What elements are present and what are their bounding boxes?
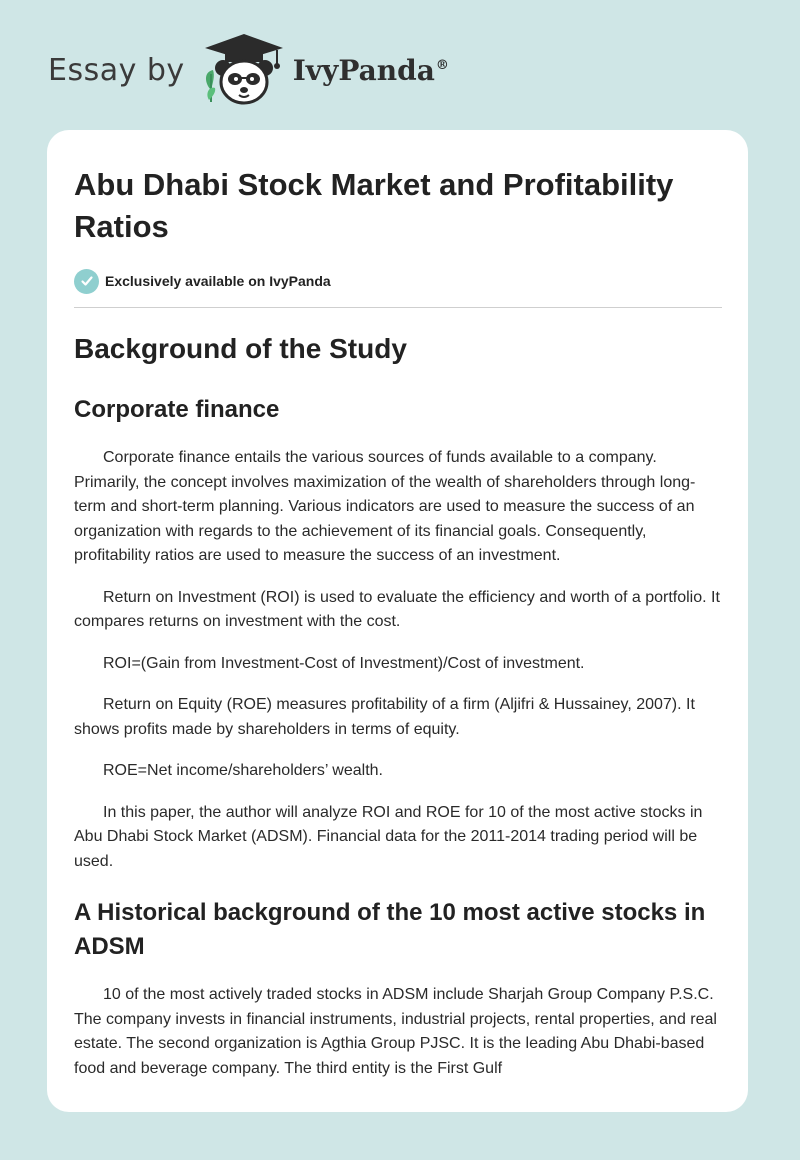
essay-card [47,130,748,1112]
brand-prefix: Essay by [48,52,185,88]
site-brand[interactable] [48,30,449,110]
panda-logo-icon [199,30,289,110]
section-heading: Background of the Study [74,333,407,364]
paragraph: Corporate finance entails the various sources of funds available to a company. Primarily, the concept involves maximization of the wealth of shareholders through long-term and short-term planning. Various indicators are used to measure the success of an organization with regards to the achievement of its financial goals. Consequently, profitability ratios are used to measure the success of an investment. [74,449,696,564]
subsection-heading: Corporate finance [74,396,280,423]
paragraph: In this paper, the author will analyze ROI and ROE for 10 of the most active stocks in Abu Dhabi Stock Market (ADSM). Financial data for the 2011-2014 trading period will be used. [74,803,703,870]
exclusive-label: Exclusively available on IvyPanda [105,273,331,289]
exclusive-badge [74,268,722,294]
formula-paragraph: ROI=(Gain from Investment-Cost of Investment)/Cost of investment. [103,654,585,672]
paragraph: Return on Equity (ROE) measures profitability of a firm (Aljifri & Hussainey, 2007). It shows profits made by shareholders in terms of equity. [74,696,695,738]
title-divider [74,307,722,308]
formula-paragraph: ROE=Net income/shareholders’ wealth. [103,762,383,779]
check-icon [74,269,99,294]
brand-name: IvyPanda® [292,53,449,87]
subsection-heading: A Historical background of the 10 most active stocks in ADSM [74,899,706,960]
paragraph: Return on Investment (ROI) is used to evaluate the efficiency and worth of a portfolio. It compares returns on investment with the cost. [74,588,720,630]
page-title: Abu Dhabi Stock Market and Profitability Ratios [74,167,674,244]
paragraph: 10 of the most actively traded stocks in ADSM include Sharjah Group Company P.S.C. The company invests in financial instruments, industrial projects, rental properties, and real estate. The second organization is Agthia Group PJSC. It is the leading Abu Dhabi-based food and beverage company. The third entity is the First Gulf [74,986,717,1077]
